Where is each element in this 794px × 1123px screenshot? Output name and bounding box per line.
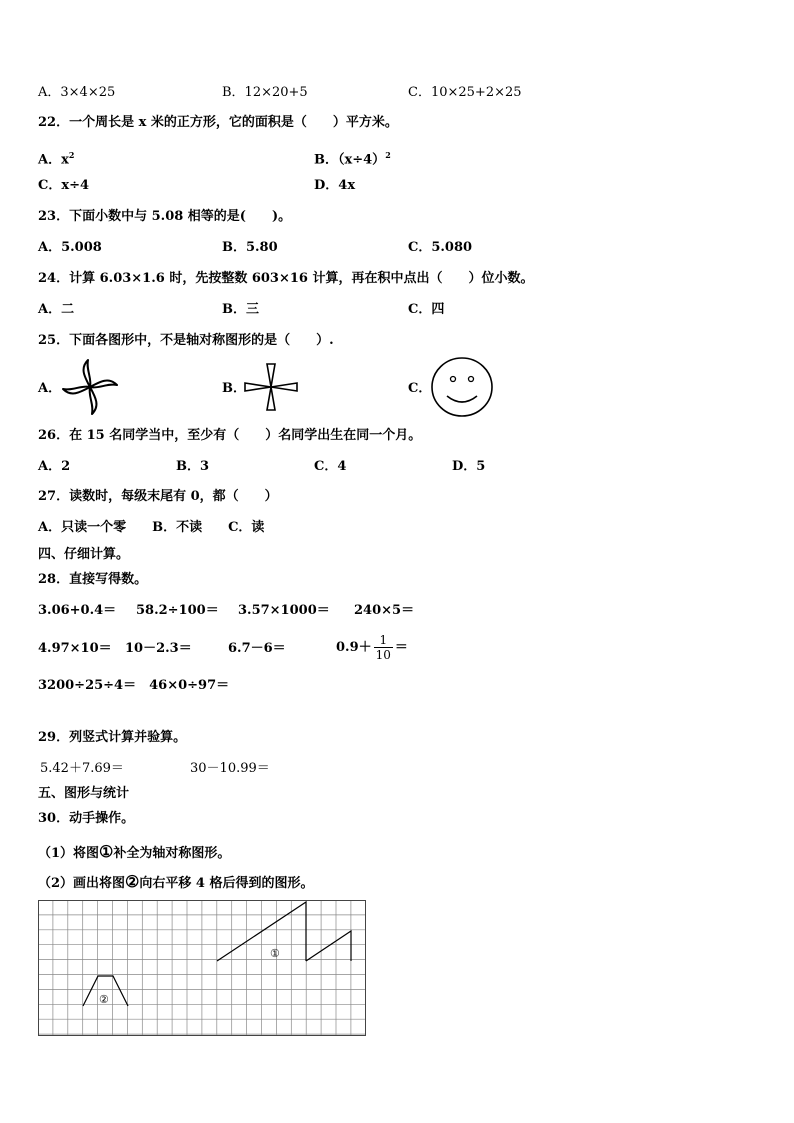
section-4-heading: 四、仔细计算。 (38, 547, 130, 562)
q26-stem: 26．在 15 名同学当中，至少有（ ）名同学出生在同一个月。 (38, 428, 422, 443)
q28-item-8: 0.9＋ $\frac{1}{10}$ ＝ (336, 633, 408, 662)
q22-option-d: D．4x (314, 178, 356, 193)
q21-option-b: B．12×20+5 (222, 85, 308, 100)
q24-option-b: B．三 (222, 302, 259, 317)
q28-row-3: 3200÷25÷4＝ 46×0÷97＝ (38, 678, 230, 693)
q23-option-b: B．5.80 (222, 240, 278, 255)
q22-option-c: C．x÷4 (38, 178, 90, 193)
four-petal-star-figure (242, 358, 300, 416)
q24-option-a: A．二 (38, 302, 75, 317)
q23-option-c: C．5.080 (408, 240, 473, 255)
q29-expression-1: 5.42＋7.69＝ (40, 761, 124, 776)
q22-option-a: A．$x^2$ (38, 150, 75, 168)
q27-stem: 27．读数时，每级末尾有 0，都（ ） (38, 489, 278, 504)
q24-stem: 24．计算 6.03×1.6 时，先按整数 603×16 计算，再在积中点出（ ）位小数。 (38, 271, 534, 286)
q28-item-3: 3.57×1000＝ (238, 603, 330, 618)
q30-step-2: （2）画出将图②向右平移 4 格后得到的图形。 (38, 872, 314, 891)
figure-1-shape (217, 902, 351, 961)
q30-step-1: （1）将图①补全为轴对称图形。 (38, 842, 231, 861)
grid-drawing (38, 900, 366, 1036)
q25-option-a: A． (38, 381, 62, 396)
figure-2-label: ② (99, 993, 109, 1006)
q27-options: A．只读一个零 B．不读 C．读 (38, 520, 265, 535)
q23-stem: 23．下面小数中与 5.08 相等的是( )。 (38, 209, 292, 224)
q28-stem: 28．直接写得数。 (38, 572, 148, 587)
q28-item-6: 10－2.3＝ (125, 641, 192, 656)
fraction: $\frac{1}{10}$ (375, 633, 391, 662)
q23-option-a: A．5.008 (38, 240, 102, 255)
q29-stem: 29．列竖式计算并验算。 (38, 730, 187, 745)
q28-item-1: 3.06+0.4＝ (38, 603, 117, 618)
q21-option-c: C．10×25+2×25 (408, 85, 522, 100)
smiley-face-figure (430, 356, 494, 418)
q26-option-c: C．4 (314, 459, 347, 474)
q26-option-a: A．2 (38, 459, 71, 474)
q25-option-b: B． (222, 381, 246, 396)
q25-option-c: C． (408, 381, 432, 396)
q25-stem: 25．下面各图形中，不是轴对称图形的是（ ）. (38, 333, 334, 348)
section-5-heading: 五、图形与统计 (38, 786, 130, 801)
q28-item-7: 6.7－6＝ (228, 641, 286, 656)
figure-1-label: ① (270, 947, 280, 960)
pinwheel-figure (60, 358, 120, 416)
q29-expression-2: 30－10.99＝ (190, 761, 270, 776)
q28-item-5: 4.97×10＝ (38, 641, 112, 656)
q28-item-4: 240×5＝ (354, 603, 415, 618)
q28-item-2: 58.2÷100＝ (136, 603, 219, 618)
q24-option-c: C．四 (408, 302, 445, 317)
q21-option-a: A．3×4×25 (38, 85, 116, 100)
q26-option-b: B．3 (176, 459, 210, 474)
q26-option-d: D．5 (452, 459, 486, 474)
q30-stem: 30．动手操作。 (38, 811, 135, 826)
q22-stem: 22．一个周长是 x 米的正方形，它的面积是（ ）平方米。 (38, 115, 398, 130)
q22-option-b: B．$(x\div 4)^2$ (314, 150, 391, 168)
grid-paper (38, 900, 366, 1036)
